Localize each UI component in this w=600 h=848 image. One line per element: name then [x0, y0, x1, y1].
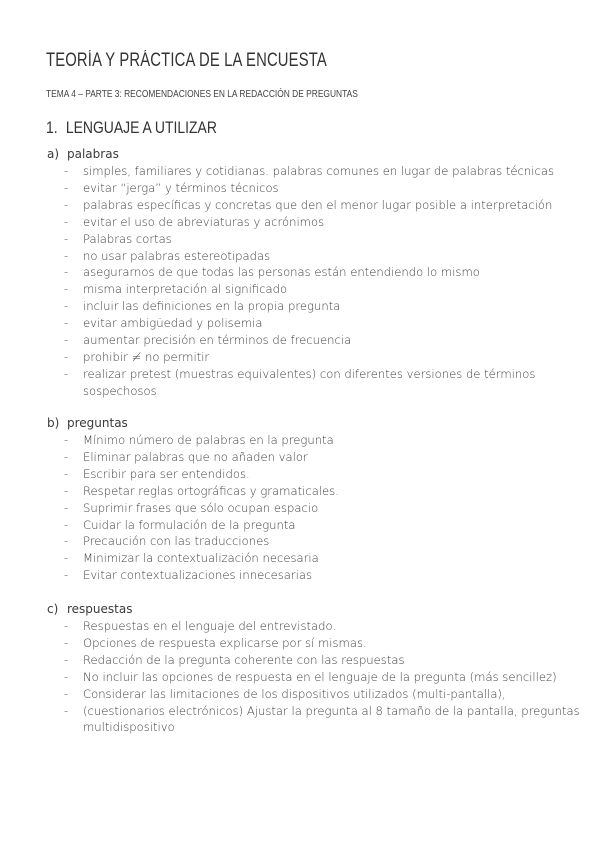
list-item — [47, 517, 583, 534]
list-item-text: No incluir las opciones de respuesta en el lenguaje de la pregunta (más sencillez) — [83, 669, 557, 684]
list-item-text: Considerar las limitaciones de los dispositivos utilizados (multi-pantalla), — [83, 686, 506, 701]
section-heading-number: 1. — [46, 118, 58, 137]
dash-bullet-icon: - — [64, 551, 69, 566]
subsection-label — [47, 601, 583, 618]
dash-bullet-icon: - — [64, 466, 69, 481]
list-item — [47, 332, 583, 349]
list-item-text: Mínimo número de palabras en la pregunta — [83, 433, 334, 447]
list-item-text: Respuestas en el lenguaje del entrevistado. — [83, 619, 337, 633]
dash-bullet-icon: - — [64, 197, 69, 212]
list-item-text: Redacción de la pregunta coherente con las respuestas — [83, 652, 405, 667]
list-item — [47, 432, 583, 449]
list-item-text: aumentar precisión en términos de frecuencia — [83, 333, 352, 348]
dash-bullet-icon: - — [64, 568, 69, 583]
list-item-text: Suprimir frases que sólo ocupan espacio — [83, 500, 319, 515]
list-item-text: Escribir para ser entendidos. — [83, 466, 250, 481]
dash-bullet-icon: - — [64, 635, 69, 650]
list-item-text: evitar el uso de abreviaturas y acrónimos — [83, 214, 325, 229]
list-item-text: Precaución con las traducciones — [83, 534, 270, 549]
list-item — [47, 533, 583, 550]
list-item-text: realizar pretest (muestras equivalentes) con diferentes versiones de términos sospechosos — [83, 366, 536, 398]
bullet-list — [47, 163, 583, 400]
list-item — [47, 231, 583, 248]
list-item — [47, 315, 583, 332]
list-item-text: prohibir ≠ no permitir — [83, 349, 210, 364]
list-item — [47, 635, 583, 652]
dash-bullet-icon: - — [64, 483, 69, 498]
list-item — [47, 214, 583, 231]
dash-bullet-icon: - — [64, 316, 69, 331]
subsection-letter: b) — [47, 416, 60, 430]
list-item — [47, 298, 583, 315]
dash-bullet-icon: - — [64, 366, 69, 381]
list-item-text: palabras específicas y concretas que den el menor lugar posible a interpretación — [83, 197, 553, 212]
list-item — [47, 618, 583, 635]
bullet-list — [47, 432, 583, 584]
document-subtitle: TEMA 4 – PARTE 3: RECOMENDACIONES EN LA REDACCIÓN DE PREGUNTAS — [46, 88, 358, 100]
section-palabras — [47, 146, 583, 400]
list-item-text: Eliminar palabras que no añaden valor — [83, 449, 308, 464]
section-respuestas — [47, 601, 583, 736]
list-item-text: (cuestionarios electrónicos) Ajustar la pregunta al 8 tamaño de la pantalla, preguntas multidispositivo — [83, 703, 580, 735]
list-item-text: Minimizar la contextualización necesaria — [83, 551, 319, 566]
dash-bullet-icon: - — [64, 333, 69, 348]
list-item — [47, 281, 583, 298]
dash-bullet-icon: - — [64, 686, 69, 701]
list-item-text: evitar ambigüedad y polisemia — [83, 316, 263, 331]
list-item-text: asegurarnos de que todas las personas están entendiendo lo mismo — [83, 265, 480, 280]
list-item-text: simples, familiares y cotidianas. palabras comunes en lugar de palabras técnicas — [83, 164, 555, 178]
list-item-text: Palabras cortas — [83, 231, 172, 246]
section-preguntas — [47, 415, 583, 584]
list-item — [47, 449, 583, 466]
list-item — [47, 366, 583, 400]
list-item — [47, 669, 583, 686]
dash-bullet-icon: - — [64, 231, 69, 246]
dash-bullet-icon: - — [64, 282, 69, 297]
section-heading-text: LENGUAJE A UTILIZAR — [65, 118, 217, 137]
list-item — [47, 197, 583, 214]
dash-bullet-icon: - — [64, 164, 69, 178]
list-item — [47, 180, 583, 197]
document-title: TEORÍA Y PRÁCTICA DE LA ENCUESTA — [46, 50, 327, 71]
dash-bullet-icon: - — [64, 669, 69, 684]
list-item — [47, 483, 583, 500]
dash-bullet-icon: - — [64, 517, 69, 532]
dash-bullet-icon: - — [64, 299, 69, 314]
subsection-title: palabras — [67, 147, 119, 161]
list-item — [47, 686, 583, 703]
dash-bullet-icon: - — [64, 248, 69, 263]
list-item — [47, 248, 583, 265]
subsection-title: preguntas — [67, 416, 128, 430]
bullet-list — [47, 618, 583, 736]
dash-bullet-icon: - — [64, 433, 69, 447]
list-item-text: no usar palabras estereotipadas — [83, 248, 271, 263]
dash-bullet-icon: - — [64, 214, 69, 229]
dash-bullet-icon: - — [64, 349, 69, 364]
list-item — [47, 567, 583, 584]
list-item-text: Opciones de respuesta explicarse por sí mismas. — [83, 635, 367, 650]
list-item-text: evitar “jerga” y términos técnicos — [83, 180, 279, 195]
list-item-text: misma interpretación al significado — [83, 282, 288, 297]
list-item — [47, 163, 583, 180]
dash-bullet-icon: - — [64, 500, 69, 515]
dash-bullet-icon: - — [64, 619, 69, 633]
dash-bullet-icon: - — [64, 180, 69, 195]
dash-bullet-icon: - — [64, 534, 69, 549]
section-heading — [46, 118, 217, 138]
subsection-label — [47, 415, 583, 432]
dash-bullet-icon: - — [64, 265, 69, 280]
list-item — [47, 349, 583, 366]
dash-bullet-icon: - — [64, 703, 69, 718]
list-item — [47, 550, 583, 567]
list-item — [47, 466, 583, 483]
list-item — [47, 264, 583, 281]
list-item — [47, 652, 583, 669]
list-item-text: incluir las definiciones en la propia pregunta — [83, 299, 341, 314]
subsection-label — [47, 146, 583, 163]
list-item-text: Cuidar la formulación de la pregunta — [83, 517, 296, 532]
list-item-text: Evitar contextualizaciones innecesarias — [83, 568, 313, 583]
subsection-letter: c) — [47, 602, 59, 616]
subsection-letter: a) — [47, 147, 60, 161]
list-item — [47, 500, 583, 517]
list-item — [47, 703, 583, 737]
dash-bullet-icon: - — [64, 449, 69, 464]
subsection-title: respuestas — [67, 602, 133, 616]
list-item-text: Respetar reglas ortográficas y gramaticales. — [83, 483, 339, 498]
dash-bullet-icon: - — [64, 652, 69, 667]
